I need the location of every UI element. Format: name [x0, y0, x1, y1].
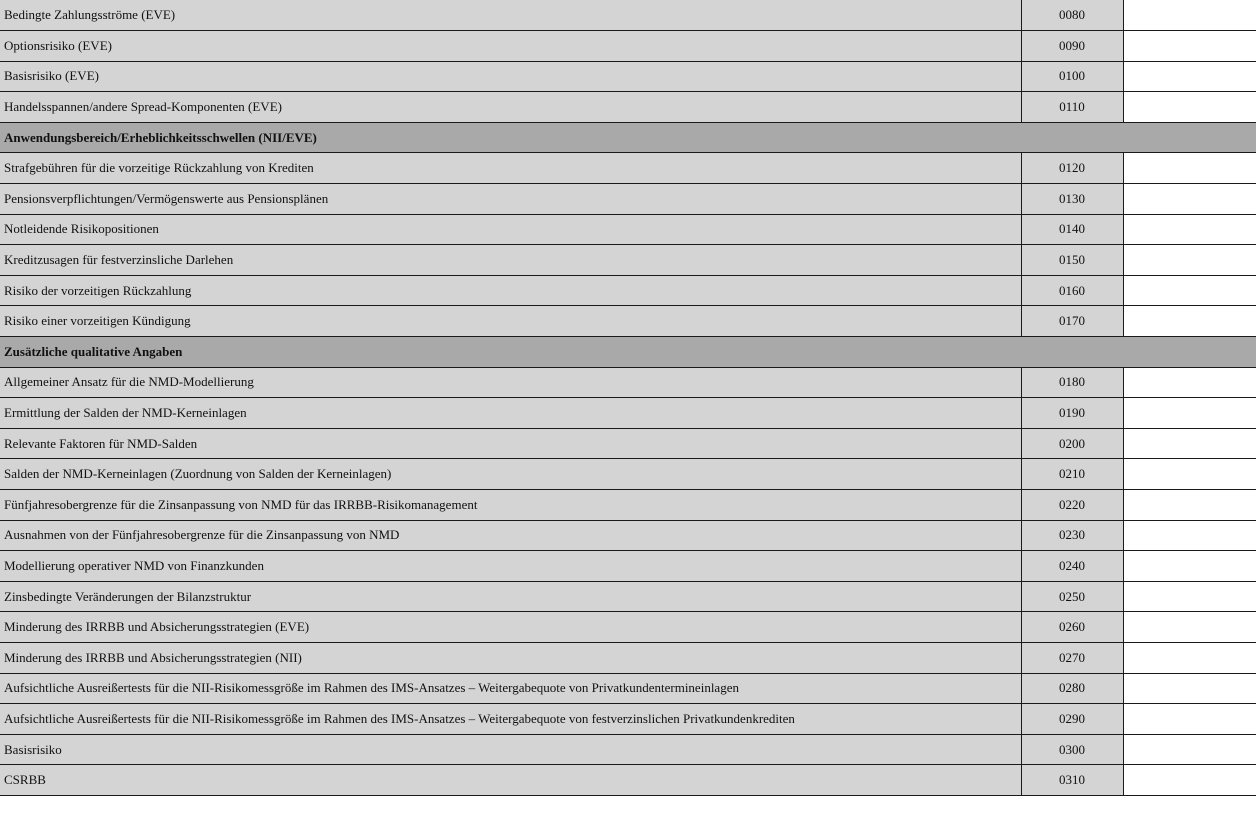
row-code: 0290 [1021, 704, 1123, 735]
row-label: Ausnahmen von der Fünfjahresobergrenze für die Zinsanpassung von NMD [0, 520, 1021, 551]
row-code: 0110 [1021, 92, 1123, 123]
value-cell[interactable] [1123, 490, 1256, 521]
value-cell[interactable] [1123, 306, 1256, 337]
table-row [0, 214, 1256, 245]
value-cell[interactable] [1123, 367, 1256, 398]
row-code: 0190 [1021, 398, 1123, 429]
row-label: Bedingte Zahlungsströme (EVE) [0, 0, 1021, 31]
row-label: Risiko der vorzeitigen Rückzahlung [0, 275, 1021, 306]
row-label: Allgemeiner Ansatz für die NMD-Modellierung [0, 367, 1021, 398]
row-code: 0130 [1021, 184, 1123, 215]
value-cell[interactable] [1123, 31, 1256, 62]
row-code: 0310 [1021, 765, 1123, 796]
row-code: 0230 [1021, 520, 1123, 551]
value-cell[interactable] [1123, 92, 1256, 123]
row-label: Aufsichtliche Ausreißertests für die NII-Risikomessgröße im Rahmen des IMS-Ansatzes – Weitergabequote von festverzinslichen Privatkundenkrediten [0, 704, 1021, 735]
row-code: 0150 [1021, 245, 1123, 276]
row-code: 0170 [1021, 306, 1123, 337]
value-cell[interactable] [1123, 734, 1256, 765]
row-code: 0180 [1021, 367, 1123, 398]
value-cell[interactable] [1123, 0, 1256, 31]
value-cell[interactable] [1123, 398, 1256, 429]
row-label: Fünfjahresobergrenze für die Zinsanpassung von NMD für das IRRBB-Risikomanagement [0, 490, 1021, 521]
row-label: Pensionsverpflichtungen/Vermögenswerte aus Pensionsplänen [0, 184, 1021, 215]
row-code: 0200 [1021, 428, 1123, 459]
table-row [0, 428, 1256, 459]
row-label: Minderung des IRRBB und Absicherungsstrategien (NII) [0, 642, 1021, 673]
row-code: 0220 [1021, 490, 1123, 521]
table-row [0, 490, 1256, 521]
value-cell[interactable] [1123, 459, 1256, 490]
row-label: Ermittlung der Salden der NMD-Kerneinlagen [0, 398, 1021, 429]
row-label: Relevante Faktoren für NMD-Salden [0, 428, 1021, 459]
table-row [0, 92, 1256, 123]
table-row [0, 61, 1256, 92]
row-label: Notleidende Risikopositionen [0, 214, 1021, 245]
row-label: Strafgebühren für die vorzeitige Rückzahlung von Krediten [0, 153, 1021, 184]
row-code: 0120 [1021, 153, 1123, 184]
table-row [0, 367, 1256, 398]
row-code: 0270 [1021, 642, 1123, 673]
row-label: CSRBB [0, 765, 1021, 796]
row-label: Optionsrisiko (EVE) [0, 31, 1021, 62]
table-row [0, 612, 1256, 643]
section-header: Zusätzliche qualitative Angaben [0, 337, 1256, 368]
row-code: 0100 [1021, 61, 1123, 92]
row-label: Zinsbedingte Veränderungen der Bilanzstruktur [0, 581, 1021, 612]
row-label: Modellierung operativer NMD von Finanzkunden [0, 551, 1021, 582]
table-row [0, 765, 1256, 796]
table-row [0, 398, 1256, 429]
value-cell[interactable] [1123, 551, 1256, 582]
table-row [0, 184, 1256, 215]
value-cell[interactable] [1123, 581, 1256, 612]
value-cell[interactable] [1123, 61, 1256, 92]
section-header-row [0, 337, 1256, 368]
value-cell[interactable] [1123, 245, 1256, 276]
section-header: Anwendungsbereich/Erheblichkeitsschwellen (NII/EVE) [0, 122, 1256, 153]
row-label: Minderung des IRRBB und Absicherungsstrategien (EVE) [0, 612, 1021, 643]
value-cell[interactable] [1123, 214, 1256, 245]
table-row [0, 306, 1256, 337]
row-code: 0090 [1021, 31, 1123, 62]
table-row [0, 275, 1256, 306]
table-row [0, 704, 1256, 735]
row-code: 0160 [1021, 275, 1123, 306]
row-label: Kreditzusagen für festverzinsliche Darlehen [0, 245, 1021, 276]
row-code: 0250 [1021, 581, 1123, 612]
value-cell[interactable] [1123, 765, 1256, 796]
table-row [0, 734, 1256, 765]
section-header-row [0, 122, 1256, 153]
value-cell[interactable] [1123, 704, 1256, 735]
value-cell[interactable] [1123, 184, 1256, 215]
row-label: Aufsichtliche Ausreißertests für die NII-Risikomessgröße im Rahmen des IMS-Ansatzes – Weitergabequote von Privatkundentermineinlagen [0, 673, 1021, 704]
row-label: Risiko einer vorzeitigen Kündigung [0, 306, 1021, 337]
table-row [0, 245, 1256, 276]
table-row [0, 153, 1256, 184]
value-cell[interactable] [1123, 642, 1256, 673]
row-code: 0240 [1021, 551, 1123, 582]
table-row [0, 642, 1256, 673]
value-cell[interactable] [1123, 275, 1256, 306]
table-row [0, 459, 1256, 490]
row-code: 0260 [1021, 612, 1123, 643]
value-cell[interactable] [1123, 520, 1256, 551]
row-code: 0080 [1021, 0, 1123, 31]
row-label: Handelsspannen/andere Spread-Komponenten (EVE) [0, 92, 1021, 123]
table-row [0, 520, 1256, 551]
table-row [0, 581, 1256, 612]
table-row [0, 673, 1256, 704]
row-code: 0280 [1021, 673, 1123, 704]
value-cell[interactable] [1123, 153, 1256, 184]
table-row [0, 551, 1256, 582]
row-label: Salden der NMD-Kerneinlagen (Zuordnung von Salden der Kerneinlagen) [0, 459, 1021, 490]
row-code: 0210 [1021, 459, 1123, 490]
value-cell[interactable] [1123, 612, 1256, 643]
value-cell[interactable] [1123, 428, 1256, 459]
row-label: Basisrisiko (EVE) [0, 61, 1021, 92]
table-row [0, 0, 1256, 31]
row-code: 0300 [1021, 734, 1123, 765]
table-row [0, 31, 1256, 62]
value-cell[interactable] [1123, 673, 1256, 704]
row-code: 0140 [1021, 214, 1123, 245]
row-label: Basisrisiko [0, 734, 1021, 765]
